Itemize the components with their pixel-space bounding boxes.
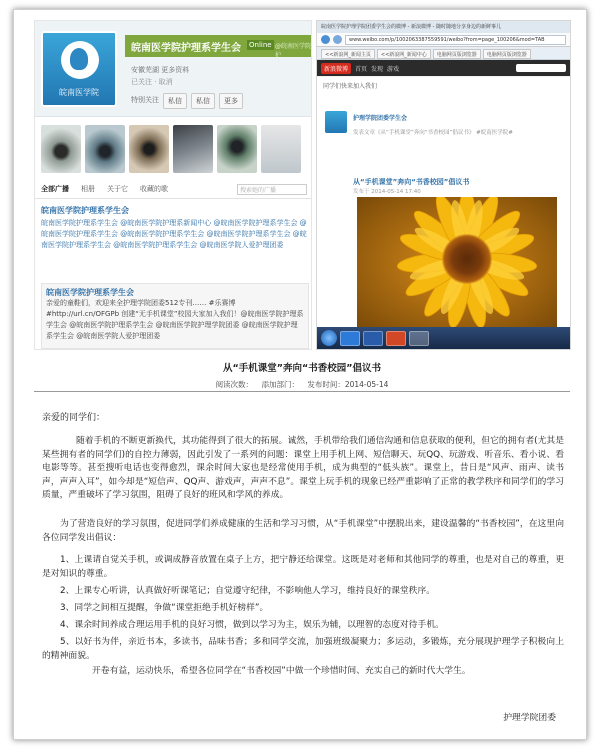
avatar-caption: 皖南医学院 bbox=[59, 88, 99, 97]
profile-meta[interactable]: 安徽芜湖 更多资料 bbox=[131, 66, 190, 74]
address-bar-row bbox=[317, 33, 570, 47]
tab-all-posts[interactable]: 全部广播 bbox=[41, 185, 69, 193]
word-taskbar-icon[interactable] bbox=[363, 331, 383, 346]
back-icon[interactable] bbox=[321, 35, 330, 44]
window-title: 皖南医学院护理学院团委学生会的微博 - 新浪微博 - 随时随地分享身边的新鲜事儿 bbox=[317, 21, 570, 33]
browser-tab[interactable]: <<新浪网_新闻中心 bbox=[377, 49, 431, 59]
photo-thumbnail[interactable] bbox=[173, 125, 213, 173]
photo-strip bbox=[35, 119, 312, 179]
powerpoint-taskbar-icon[interactable] bbox=[386, 331, 406, 346]
photo-thumbnail[interactable] bbox=[85, 125, 125, 173]
post-author[interactable]: 护理学院团委学生会 bbox=[353, 115, 408, 122]
weibo-search-input[interactable] bbox=[516, 64, 566, 72]
browser-tab[interactable]: 电脑网页版浏览器 bbox=[483, 49, 531, 59]
post-author[interactable]: 皖南医学院护理系学生会 bbox=[41, 206, 129, 215]
browser-tab[interactable]: <<新浪网_新闻主页 bbox=[321, 49, 375, 59]
profile-search-input[interactable]: 搜索她的广播 bbox=[237, 184, 307, 195]
url-field[interactable]: www.weibo.com/p/1002063387559591/weibo?from=page_100206&mod=TAB bbox=[345, 35, 566, 45]
tab-about[interactable]: 关于它 bbox=[107, 185, 128, 193]
post-body: 皖南医学院护理系学生会 @皖南医学院护理系新闻中心 @皖南医学院护理系学生会 @皖南医学院护理系学生会 @皖南医学院护理系学生会 @皖南医学院护理系学生会 @皖南医学院护理系学生会 @皖南医学院护理系学生会 @皖南医学院人爱护理团委 bbox=[41, 219, 307, 249]
proposal-item-1: 1、上课请自觉关手机，或调成静音放置在桌子上方，把宁静还给课堂。这既是对老师和其他同学的尊重，也是对自己的尊重，更是对知识的尊重。 bbox=[42, 555, 564, 579]
tab-favorites[interactable]: 收藏的歌 bbox=[140, 185, 168, 193]
author-avatar[interactable] bbox=[325, 111, 347, 133]
taskbar bbox=[317, 327, 571, 349]
share-caption: 同学们快来加入我们 bbox=[323, 83, 378, 90]
divider bbox=[34, 391, 570, 392]
post-author[interactable]: 皖南医学院护理系学生会 bbox=[46, 288, 134, 297]
account-name[interactable]: 皖南医学院护理系学生会 bbox=[131, 43, 241, 54]
photo-thumbnail[interactable] bbox=[261, 125, 301, 173]
sunflower-image[interactable] bbox=[357, 197, 557, 329]
proposal-document bbox=[34, 360, 570, 736]
tab-album[interactable]: 相册 bbox=[81, 185, 95, 193]
weibo-logo[interactable]: 新浪微博 bbox=[321, 63, 351, 74]
online-badge: Online bbox=[249, 41, 272, 49]
publish-date: 发布时间：2014-05-14 bbox=[307, 380, 389, 389]
photo-thumbnail[interactable] bbox=[129, 125, 169, 173]
greeting: 亲爱的同学们： bbox=[42, 413, 106, 423]
proposal-item-3: 3、同学之间相互提醒，争做“课堂拒绝手机好榜样”。 bbox=[60, 603, 269, 613]
nav-home[interactable]: 首页 bbox=[355, 65, 368, 73]
weibo-post bbox=[317, 77, 571, 329]
message-button-2[interactable]: 私信 bbox=[191, 93, 215, 109]
forward-icon[interactable] bbox=[333, 35, 342, 44]
special-follow[interactable]: 特别关注 bbox=[131, 96, 159, 104]
post-card bbox=[41, 283, 309, 349]
nav-discover[interactable]: 发现 bbox=[371, 65, 384, 73]
profile-actions bbox=[131, 93, 243, 109]
signature: 护理学院团委 bbox=[503, 713, 556, 723]
weibo-profile-screenshot bbox=[34, 20, 312, 350]
browser-screenshot bbox=[316, 20, 571, 350]
proposal-item-4: 4、课余时间养成合理运用手机的良好习惯，做到以学习为主，娱乐为辅，以理智的态度对待手机。 bbox=[60, 620, 444, 630]
document-title: 从“手机课堂”奔向“书香校园”倡议书 bbox=[223, 363, 381, 374]
post-body: 亲爱的童鞋们，欢迎来全护理学院团委512专刊…… #乐赛博#http://url.cn/OFGPb 创建“无手机课堂”校园大家加入我们！@皖南医学院护理系学生会 @皖南医学院护理系学生会 @皖南医学院护理学院团委 @皖南医学院护理系学生会 @皖南医学院人爱护理团委 bbox=[46, 299, 304, 340]
browser-taskbar-icon[interactable] bbox=[340, 331, 360, 346]
proposal-item-5: 5、以好书为伴，亲近书本，多读书，品味书香；多和同学交流，加强班级凝聚力；多运动，多锻炼，充分展现护理学子积极向上的精神面貌。 bbox=[42, 637, 564, 661]
post-card bbox=[41, 205, 309, 251]
start-button-icon[interactable] bbox=[321, 330, 337, 346]
avatar[interactable] bbox=[41, 31, 117, 107]
follow-status[interactable]: 已关注 · 取消 bbox=[131, 78, 173, 86]
browser-tab[interactable]: 电脑网页版浏览器 bbox=[433, 49, 481, 59]
closing-paragraph: 开卷有益，运动快乐，希望各位同学在“书香校园”中做一个珍惜时间、充实自己的新时代大学生。 bbox=[92, 666, 471, 676]
weibo-topbar bbox=[317, 60, 570, 76]
post-date: 发布于 2014-05-14 17:40 bbox=[353, 189, 421, 195]
browser-tabs bbox=[317, 47, 570, 60]
document-meta bbox=[34, 379, 570, 390]
document-frame bbox=[13, 9, 587, 740]
read-count: 阅读次数： bbox=[215, 380, 254, 389]
paragraph-proposal: 为了营造良好的学习氛围，促进同学们养成健康的生活和学习习惯，从“手机课堂”中摆脱出来，建设温馨的“书香校园”，在这里向各位同学发出倡议： bbox=[42, 519, 564, 543]
photo-thumbnail[interactable] bbox=[41, 125, 81, 173]
message-button[interactable]: 私信 bbox=[163, 93, 187, 109]
proposal-item-2: 2、上课专心听讲，认真做好听课笔记；自觉遵守纪律，不影响他人学习，维持良好的课堂秩序。 bbox=[60, 586, 436, 596]
photo-thumbnail[interactable] bbox=[217, 125, 257, 173]
post-text: 发表文章《从“手机课堂”奔向“书香校园”倡议书》 #皖南医学院# bbox=[353, 130, 513, 136]
profile-tabs bbox=[35, 181, 312, 199]
folder-taskbar-icon[interactable] bbox=[409, 331, 429, 346]
profile-header bbox=[35, 21, 311, 117]
department: 添加部门： bbox=[261, 380, 299, 389]
more-button[interactable]: 更多 bbox=[219, 93, 243, 109]
paragraph-intro: 随着手机的不断更新换代，其功能得到了很大的拓展。诚然，手机带给我们通信沟通和信息获取的便利，但它的拥有者(尤其是某些拥有者的同学们)的自控力薄弱，因此引发了一系列的问题：课堂上用手机上网、短信聊天、玩QQ、玩游戏、听音乐、看小说、看电影等等。甚至搜听电话也变得愈烈，课余时间大家也是经常使用手机，成为典型的“低头族”。课堂上，昔日是“风声、雨声、读书声，声声入耳”，如今却是“短信声、QQ声、游戏声，声声不息”。课堂上玩手机的现象已经严重影响了正常的教学秩序和同学们的学习质量，严重破坏了学习氛围，阻碍了良好的班风和学风的养成。 bbox=[42, 436, 564, 500]
domain-hint: @皖南医学院护 bbox=[275, 43, 312, 59]
avatar-logo-icon bbox=[61, 41, 99, 79]
nav-games[interactable]: 游戏 bbox=[387, 65, 400, 73]
article-link[interactable]: 从“手机课堂”奔向“书香校园”倡议书 bbox=[353, 178, 470, 186]
